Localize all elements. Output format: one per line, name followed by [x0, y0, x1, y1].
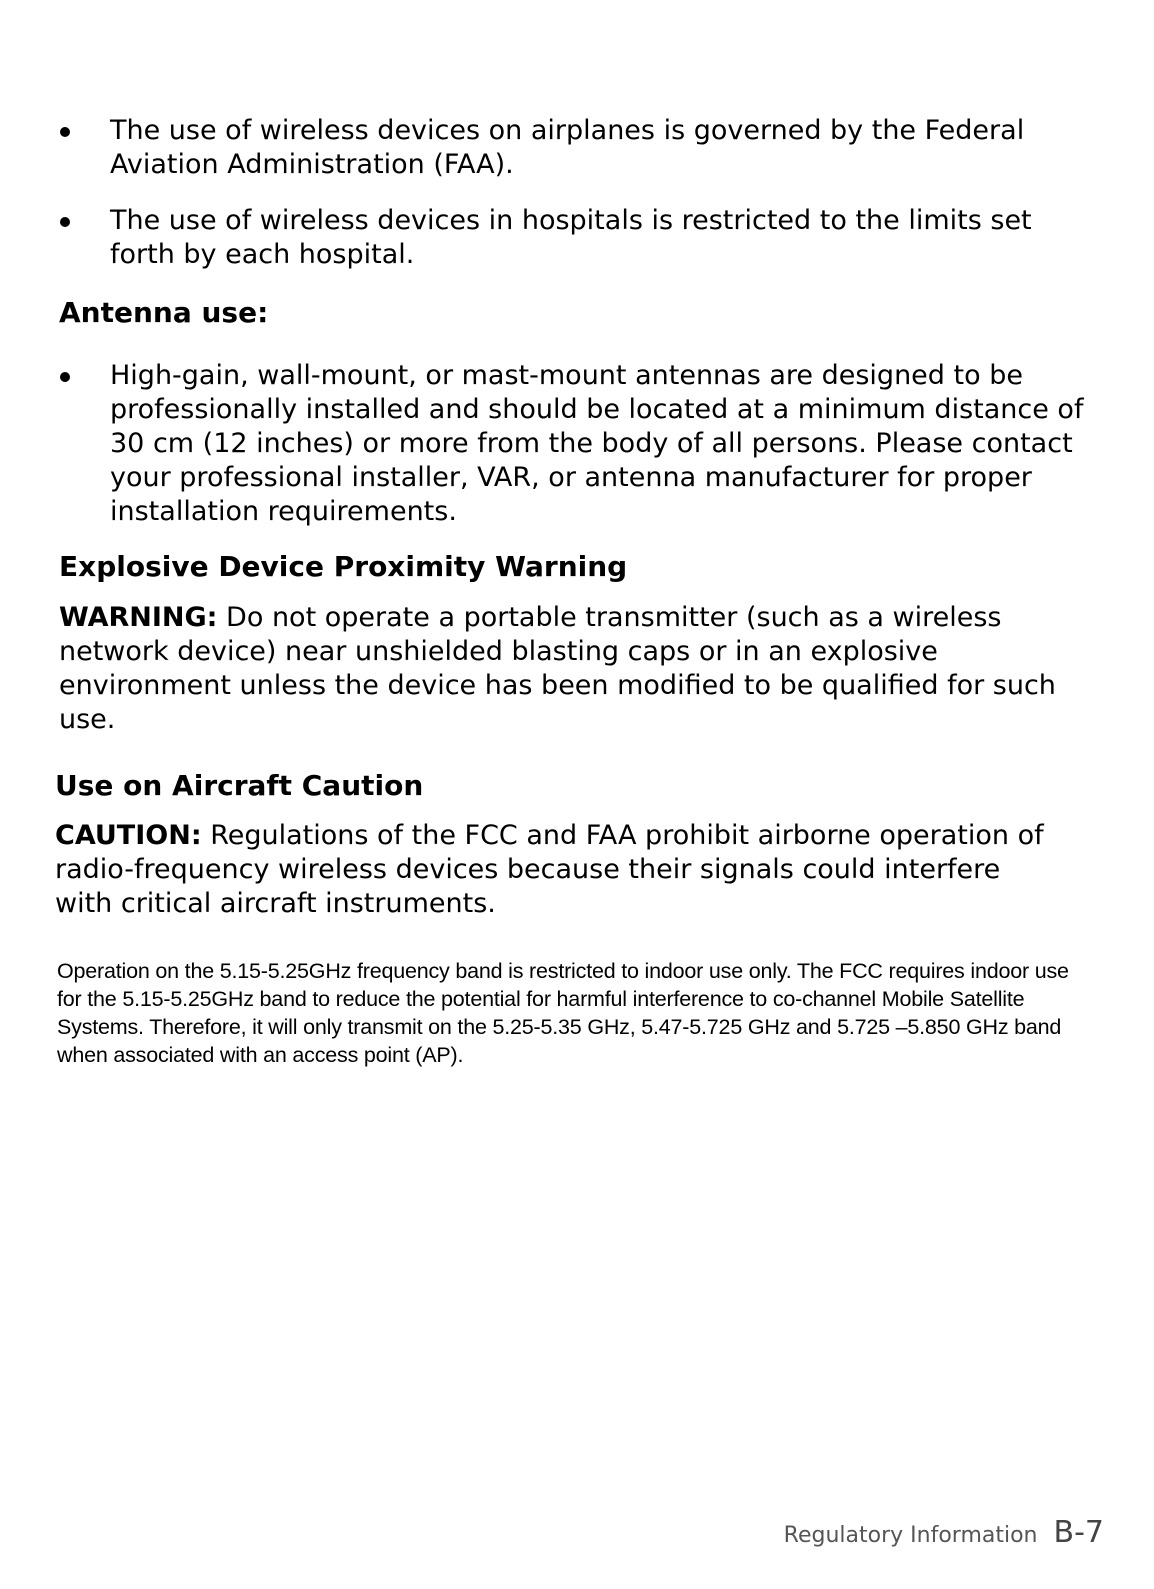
aircraft-caution-text: [55, 819, 1065, 921]
bullet-icon: [60, 127, 70, 137]
warning-label: WARNING:: [59, 602, 218, 633]
list-item-text: The use of wireless devices in hospitals is restricted to the limits set forth by each hospital.: [110, 205, 1032, 270]
bullet-icon: [60, 372, 70, 382]
warning-body: Do not operate a portable transmitter (such as a wireless network device) near unshielded blasting caps or in an explosive environment unless the device has been modified to be qualified for such use.: [59, 602, 1056, 735]
list-item: [56, 204, 1086, 272]
caution-label: CAUTION:: [55, 820, 202, 851]
antenna-use-heading: Antenna use:: [59, 296, 269, 329]
list-item-text: The use of wireless devices on airplanes is governed by the Federal Aviation Administration (FAA).: [110, 115, 1025, 180]
explosive-warning-heading: Explosive Device Proximity Warning: [59, 550, 628, 583]
list-item-text: High-gain, wall-mount, or mast-mount antennas are designed to be professionally installed and should be located at a minimum distance of 30 cm (12 inches) or more from the body of all persons. Please contact your professional installer, VAR, or antenna manufacturer for proper installation requirements.: [110, 360, 1084, 527]
frequency-band-note: Operation on the 5.15-5.25GHz frequency band is restricted to indoor use only. The FCC requires indoor use for the 5.15-5.25GHz band to reduce the potential for harmful interference to co-channel Mobile Satellite Systems. Therefore, it will only transmit on the 5.25-5.35 GHz, 5.47-5.725 GHz and 5.725 –5.850 GHz band when associated with an access point (AP).: [57, 959, 1069, 1067]
antenna-list: [56, 359, 1086, 529]
page-number: B-7: [1053, 1515, 1104, 1550]
caution-body: Regulations of the FCC and FAA prohibit airborne operation of radio-frequency wireless devices because their signals could interfere with critical aircraft instruments.: [55, 820, 1044, 919]
list-item: [56, 359, 1086, 529]
bullet-icon: [60, 217, 70, 227]
page-footer: [784, 1515, 1104, 1550]
wireless-usage-list: [56, 114, 1086, 272]
footer-section-label: Regulatory Information: [783, 1523, 1038, 1548]
list-item: [56, 114, 1086, 182]
explosive-warning-text: [59, 601, 1069, 737]
aircraft-caution-heading: Use on Aircraft Caution: [55, 769, 424, 802]
